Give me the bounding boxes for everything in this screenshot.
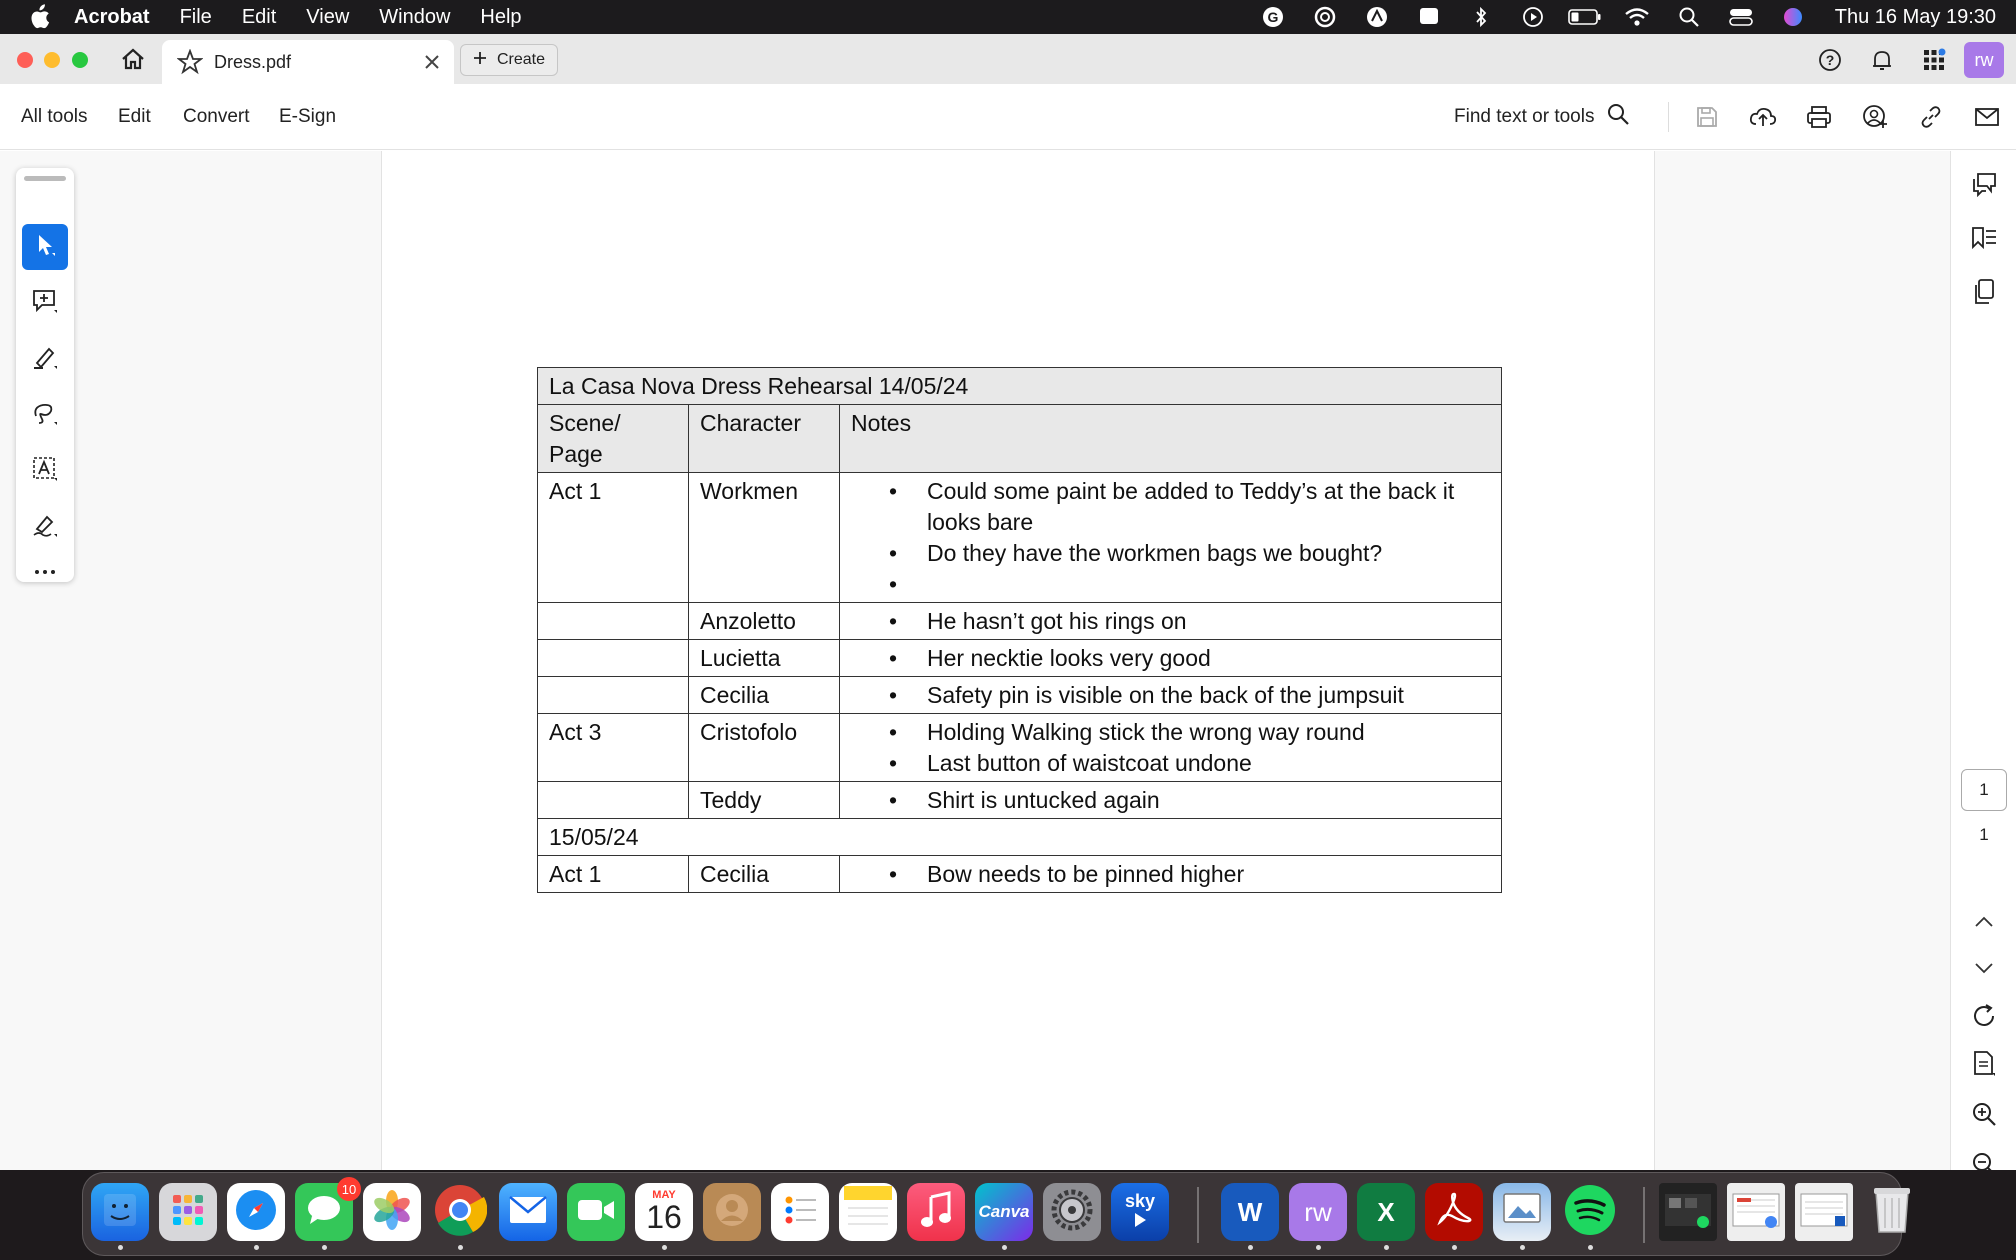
note-item: • Holding Walking stick the wrong way round — [851, 717, 1490, 748]
sign-tool-button[interactable] — [22, 504, 68, 550]
dock-running-indicator — [322, 1245, 327, 1250]
dock-running-indicator — [254, 1245, 259, 1250]
character-cell: Anzoletto — [689, 603, 840, 640]
total-pages-label: 1 — [1979, 825, 1989, 844]
safari-compass-icon — [233, 1187, 279, 1238]
notes-widget-icon[interactable] — [1403, 0, 1455, 34]
document-tab-title: Dress.pdf — [214, 51, 292, 72]
character-cell: Workmen — [689, 473, 840, 603]
dock-system-settings[interactable] — [1043, 1183, 1101, 1241]
dock-readwrite[interactable]: rw — [1289, 1183, 1347, 1241]
dock-trash[interactable] — [1863, 1183, 1921, 1241]
notes-list — [851, 606, 1490, 637]
home-icon — [120, 47, 146, 76]
dock-messages[interactable] — [295, 1181, 357, 1241]
notes-cell — [840, 782, 1502, 819]
wifi-icon[interactable] — [1611, 0, 1663, 34]
find-label: Find text or tools — [1454, 106, 1595, 127]
dock-running-indicator — [1248, 1245, 1253, 1250]
dock-running-indicator — [1588, 1245, 1593, 1250]
notes-cell — [840, 603, 1502, 640]
toolbar-all-tools[interactable]: All tools — [21, 106, 88, 127]
dock-running-indicator — [1520, 1245, 1525, 1250]
dock-word[interactable]: W — [1221, 1183, 1279, 1241]
notes-cell — [840, 677, 1502, 714]
note-item: • Shirt is untucked again — [851, 785, 1490, 816]
macos-menu-bar — [0, 0, 2016, 34]
dock-preview[interactable] — [1493, 1183, 1551, 1241]
finder-face-icon — [100, 1190, 140, 1235]
note-item: • He hasn’t got his rings on — [851, 606, 1490, 637]
scene-cell: Act 1 — [538, 473, 689, 603]
notes-list — [851, 476, 1490, 600]
table-title: La Casa Nova Dress Rehearsal 14/05/24 — [538, 368, 1502, 405]
play-icon — [1132, 1212, 1148, 1233]
pdf-page[interactable] — [381, 151, 1655, 1170]
apple-menu-icon[interactable] — [24, 2, 54, 32]
search-icon — [1606, 102, 1630, 132]
text-tool-button[interactable] — [22, 448, 68, 494]
dock-notes[interactable] — [839, 1183, 897, 1241]
tab-bar-right-controls — [1808, 40, 2004, 80]
music-note-icon — [919, 1191, 953, 1234]
comments-panel-icon[interactable] — [1965, 165, 2003, 203]
help-icon[interactable] — [1808, 40, 1852, 80]
main-toolbar — [0, 84, 2016, 150]
zoom-out-icon[interactable] — [1965, 1145, 2003, 1170]
home-button[interactable] — [112, 42, 154, 80]
create-label: Create — [496, 51, 546, 68]
notes-list — [851, 785, 1490, 816]
dock-facetime[interactable] — [567, 1183, 625, 1241]
bluetooth-icon[interactable] — [1455, 0, 1507, 34]
note-item: • Last button of waistcoat undone — [851, 748, 1490, 779]
pages-panel-icon[interactable] — [1965, 273, 2003, 311]
dock-running-indicator — [1316, 1245, 1321, 1250]
plus-icon — [473, 51, 487, 70]
dock-running-indicator — [662, 1245, 667, 1250]
rehearsal-notes-table — [537, 367, 1502, 893]
dock-running-indicator — [1384, 1245, 1389, 1250]
dock-contacts[interactable] — [703, 1183, 761, 1241]
note-item: • Her necktie looks very good — [851, 643, 1490, 674]
cursor-arrow-icon — [33, 232, 57, 263]
toolbar-edit[interactable]: Edit — [118, 106, 151, 127]
messages-unread-badge: 10 — [337, 1177, 361, 1201]
note-item: • Safety pin is visible on the back of the jumpsuit — [851, 680, 1490, 711]
text-box-icon — [31, 455, 59, 488]
launchpad-grid-icon — [169, 1191, 207, 1234]
print-icon[interactable] — [1791, 84, 1847, 150]
notes-cell — [840, 473, 1502, 603]
battery-icon[interactable] — [1559, 0, 1611, 34]
notes-list — [851, 859, 1490, 890]
freehand-draw-icon — [31, 399, 59, 432]
upload-cloud-icon[interactable] — [1735, 84, 1791, 150]
bookmarks-panel-icon[interactable] — [1965, 219, 2003, 257]
find-text-or-tools-button[interactable] — [1454, 84, 1630, 150]
notes-list — [851, 717, 1490, 779]
right-sidebar-rail — [1950, 151, 2016, 1170]
apps-grid-icon[interactable] — [1912, 40, 1956, 80]
table-header-row — [538, 405, 1502, 473]
dock-music[interactable] — [907, 1183, 965, 1241]
vpn-icon[interactable] — [1351, 0, 1403, 34]
acrobat-window — [0, 34, 2016, 1170]
dock-photos[interactable] — [363, 1183, 421, 1241]
date-cell: 15/05/24 — [538, 819, 1502, 856]
siri-icon[interactable] — [1767, 0, 1819, 34]
dock-safari[interactable] — [227, 1183, 285, 1241]
document-viewport[interactable] — [0, 151, 1950, 1170]
acrobat-logo-icon — [1434, 1190, 1474, 1235]
dock-excel[interactable]: X — [1357, 1183, 1415, 1241]
dock-running-indicator — [458, 1245, 463, 1250]
notes-cell — [840, 640, 1502, 677]
sky-label: sky — [1124, 1191, 1156, 1211]
save-icon[interactable] — [1679, 84, 1735, 150]
toolbar-e-sign[interactable]: E-Sign — [279, 106, 337, 127]
character-cell: Cristofolo — [689, 714, 840, 782]
creative-cloud-icon[interactable] — [1299, 0, 1351, 34]
header-scene-page: Scene/ Page — [538, 405, 689, 473]
dock-divider — [1643, 1187, 1645, 1243]
preview-photo-icon — [1500, 1190, 1544, 1235]
dock-chrome[interactable] — [431, 1183, 489, 1241]
star-icon[interactable] — [176, 48, 204, 76]
draw-tool-button[interactable] — [22, 392, 68, 438]
more-ellipsis-icon — [33, 563, 57, 581]
character-cell: Lucietta — [689, 640, 840, 677]
dock-mail[interactable] — [499, 1183, 557, 1241]
tab-bar — [0, 34, 2016, 84]
message-bubble-icon — [304, 1192, 344, 1233]
header-character: Character — [689, 405, 840, 473]
user-avatar[interactable]: rw — [1964, 42, 2004, 78]
menu-app-name[interactable]: Acrobat — [74, 5, 150, 28]
date-row — [538, 819, 1502, 856]
signature-pen-icon — [31, 511, 59, 544]
note-item: • Bow needs to be pinned higher — [851, 859, 1490, 890]
note-item: • Could some paint be added to Teddy’s at the back it looks bare — [851, 476, 1490, 538]
toolbar-icon-group — [1668, 84, 2015, 150]
notes-list — [851, 643, 1490, 674]
menu-file[interactable]: File — [179, 5, 212, 28]
share-user-icon[interactable] — [1847, 84, 1903, 150]
menu-help[interactable]: Help — [480, 5, 522, 28]
note-item — [851, 569, 1490, 600]
add-comment-tool-button[interactable] — [22, 280, 68, 326]
comment-plus-icon — [31, 288, 59, 319]
dock-acrobat[interactable] — [1425, 1183, 1483, 1241]
dock-minimized-window-2[interactable] — [1727, 1183, 1785, 1241]
control-center-icon[interactable] — [1715, 0, 1767, 34]
window-close-button[interactable] — [17, 52, 33, 68]
window-minimize-button[interactable] — [44, 52, 60, 68]
table-row — [538, 714, 1502, 782]
dock-divider — [1197, 1187, 1199, 1243]
dock-running-indicator — [1452, 1245, 1457, 1250]
header-notes: Notes — [840, 405, 1502, 473]
toolbar-convert[interactable]: Convert — [183, 106, 250, 127]
document-tab[interactable] — [162, 40, 454, 84]
dock-reminders[interactable] — [771, 1183, 829, 1241]
trash-bin-icon — [1870, 1184, 1914, 1241]
scene-cell: Act 3 — [538, 714, 689, 782]
dock-minimized-window-3[interactable] — [1795, 1183, 1853, 1241]
window-thumbnail-icon — [1799, 1190, 1849, 1235]
dock-launchpad[interactable] — [159, 1183, 217, 1241]
current-page-input[interactable]: 1 — [1961, 769, 2007, 811]
menu-edit[interactable]: Edit — [241, 5, 277, 28]
dock-sky-go[interactable] — [1111, 1183, 1169, 1241]
next-page-chevron-down-icon[interactable] — [1965, 949, 2003, 987]
svg-text:G: G — [1267, 9, 1279, 25]
previous-page-chevron-up-icon[interactable] — [1965, 903, 2003, 941]
scene-cell — [538, 640, 689, 677]
menubar-clock[interactable]: Thu 16 May 19:30 — [1834, 5, 1996, 28]
character-cell: Teddy — [689, 782, 840, 819]
notifications-bell-icon[interactable] — [1860, 40, 1904, 80]
fit-page-icon[interactable] — [1965, 1045, 2003, 1083]
grammarly-icon[interactable] — [1247, 0, 1299, 34]
notes-list — [851, 680, 1490, 711]
dock-finder[interactable] — [91, 1183, 149, 1241]
table-row — [538, 640, 1502, 677]
macos-dock — [82, 1172, 1902, 1256]
settings-gear-icon — [1050, 1188, 1094, 1237]
menu-view[interactable]: View — [306, 5, 350, 28]
table-row — [538, 856, 1502, 893]
toolbar-divider — [1668, 102, 1669, 132]
link-icon[interactable] — [1903, 84, 1959, 150]
panel-drag-handle[interactable] — [24, 176, 66, 181]
now-playing-icon[interactable] — [1507, 0, 1559, 34]
scene-cell — [538, 603, 689, 640]
email-icon[interactable] — [1959, 84, 2015, 150]
more-tools-button[interactable] — [22, 560, 68, 584]
highlighter-pen-icon — [31, 343, 59, 376]
scene-cell — [538, 677, 689, 714]
table-row — [538, 473, 1502, 603]
dock-calendar[interactable] — [635, 1183, 693, 1241]
scene-cell — [538, 782, 689, 819]
reminders-list-icon — [780, 1190, 820, 1235]
menu-window[interactable]: Window — [379, 5, 451, 28]
note-item: • Do they have the workmen bags we bought? — [851, 538, 1490, 569]
spotify-logo-icon — [1563, 1183, 1617, 1242]
notes-cell — [840, 714, 1502, 782]
spotlight-search-icon[interactable] — [1663, 0, 1715, 34]
calendar-month: MAY — [652, 1189, 676, 1201]
mail-envelope-icon — [508, 1195, 548, 1230]
character-cell: Cecilia — [689, 856, 840, 893]
svg-text:?: ? — [1825, 52, 1835, 68]
contact-person-icon — [712, 1190, 752, 1235]
dock-canva[interactable]: Canva — [975, 1183, 1033, 1241]
quick-tools-panel — [16, 168, 74, 582]
photos-flower-icon — [370, 1188, 414, 1237]
notes-cell — [840, 856, 1502, 893]
notes-pad-icon — [844, 1186, 892, 1239]
table-row — [538, 782, 1502, 819]
zoom-in-icon[interactable] — [1965, 1095, 2003, 1133]
table-title-row — [538, 368, 1502, 405]
dock-minimized-window-1[interactable] — [1659, 1183, 1717, 1241]
dock-running-indicator — [1002, 1245, 1007, 1250]
character-cell: Cecilia — [689, 677, 840, 714]
video-camera-icon — [576, 1197, 616, 1228]
scene-cell: Act 1 — [538, 856, 689, 893]
window-thumbnail-icon — [1731, 1190, 1781, 1235]
table-row — [538, 677, 1502, 714]
calendar-day: 16 — [646, 1199, 682, 1235]
chrome-logo-icon — [433, 1183, 487, 1242]
select-tool-button[interactable] — [22, 224, 68, 270]
rotate-refresh-icon[interactable] — [1965, 997, 2003, 1035]
close-tab-icon[interactable] — [418, 48, 446, 76]
create-button[interactable] — [460, 44, 558, 76]
highlight-tool-button[interactable] — [22, 336, 68, 382]
table-row — [538, 603, 1502, 640]
window-thumbnail-icon — [1663, 1190, 1713, 1235]
dock-spotify[interactable] — [1561, 1183, 1619, 1241]
dock-running-indicator — [118, 1245, 123, 1250]
window-maximize-button[interactable] — [72, 52, 88, 68]
